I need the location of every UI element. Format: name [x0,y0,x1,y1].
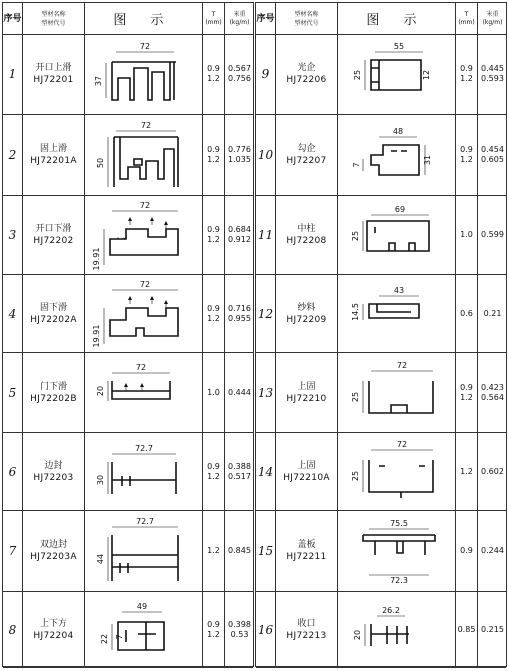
profile-row [256,34,506,115]
thickness-2: 1.2 [207,235,220,244]
row-number: 16 [256,592,276,667]
header-name-code: 型材名称 型材代号 [276,3,338,34]
profile-name: 勾企 [297,144,316,154]
dimension-label: 31 [422,154,432,166]
profile-name: 固下滑 [39,302,67,313]
thickness-2: 1.2 [207,155,220,164]
row-number: 1 [3,34,23,114]
profile-drawing [339,357,455,429]
weight-1: 0.716 [228,303,251,313]
dimension-label: 55 [393,42,404,51]
dimension-label: 30 [95,474,105,485]
thickness [456,353,478,432]
row-number: 10 [256,115,276,195]
weight-1: 0.845 [228,546,251,555]
thickness [456,275,478,352]
weight-2: 0.756 [228,74,251,83]
row-number: 2 [3,115,23,195]
weight [478,353,507,432]
thickness-2: 1.2 [207,471,220,481]
profile-code: HJ72202B [30,393,77,404]
row-number: 11 [256,196,276,274]
profile-code: HJ72202A [30,314,77,325]
profile-name: 光企 [297,63,316,73]
dimension-label: 26.2 [381,605,400,615]
dimension-label: 14.5 [350,302,360,321]
weight [478,196,507,274]
thickness [203,115,225,195]
dimension-label: 72 [140,121,151,130]
dimension-label: 72.7 [134,443,153,453]
profile-code: HJ72208 [286,236,327,246]
weight [225,34,254,114]
header-weight: 米重 (kg/m) [229,10,250,26]
weight-1: 0.454 [481,145,504,154]
thickness-1: 0.9 [460,382,473,392]
thickness [203,34,225,114]
header-no: 序号 [3,3,23,34]
profile-figure [338,275,456,352]
profile-code: HJ72209 [286,314,327,325]
weight [478,115,507,195]
weight-1: 0.244 [481,546,504,555]
profile-name: 纱料 [297,302,316,313]
weight-1: 0.21 [483,308,502,318]
profile-name: 上下方 [39,618,67,629]
dimension-label: 25 [350,470,360,481]
row-number: 13 [256,353,276,432]
profile-row [3,115,253,196]
weight [478,511,507,591]
profile-name: 上固 [297,460,316,471]
profile-spec-sheet [2,2,507,667]
profile-figure [338,592,456,667]
header-figure: 图 示 [85,3,203,34]
profile-name-code [276,433,338,510]
header-name-code: 型材名称 型材代号 [23,3,85,34]
thickness-1: 0.9 [207,64,220,73]
header-thickness: T (mm) [203,3,225,34]
header-figure: 图 示 [338,3,456,34]
weight-1: 0.398 [228,619,251,629]
header-thickness: T (mm) [456,3,478,34]
profile-figure [338,353,456,432]
weight-1: 0.215 [481,624,504,634]
thickness-1: 0.9 [460,145,473,154]
profile-drawing [86,357,202,429]
weight [225,115,254,195]
dimension-label: 72 [396,360,407,370]
dimension-label: 69 [394,205,405,214]
profile-name-code [23,115,85,195]
dimension-label: 44 [95,553,105,565]
profile-figure [85,592,203,667]
weight [225,353,254,432]
profile-drawing [86,594,202,666]
thickness [203,511,225,591]
profile-row [256,196,506,275]
row-number: 8 [3,592,23,667]
dimension-label: 72 [139,42,150,51]
thickness [203,592,225,667]
weight-1: 0.423 [481,382,504,392]
profile-name-code [276,196,338,274]
dimension-label: 22 [99,633,109,644]
profile-code: HJ72210 [286,393,327,404]
weight-2: 0.955 [228,313,251,323]
thickness-1: 0.9 [460,546,473,555]
dimension-label: 12 [421,69,431,81]
profile-drawing [86,278,202,350]
thickness-2: 1.2 [460,392,473,402]
dimension-label: 72 [139,201,150,210]
profile-name-code [23,433,85,510]
thickness-1: 0.6 [460,308,473,318]
profile-drawing [339,38,455,110]
thickness [456,34,478,114]
profile-name-code [276,592,338,667]
profile-row [3,433,253,511]
profile-drawing [86,119,202,191]
profile-row [3,196,253,275]
profile-row [3,275,253,353]
thickness [456,592,478,667]
profile-figure [85,433,203,510]
weight-2: 0.53 [230,629,249,639]
profile-name-code [23,275,85,352]
profile-row [256,592,506,668]
profile-drawing [86,38,202,110]
profile-figure [85,275,203,352]
dimension-label: 37 [93,75,103,87]
profile-code: HJ72203A [30,552,77,562]
profile-row [3,511,253,592]
thickness-1: 0.9 [207,303,220,313]
profile-code: HJ72210A [283,472,330,483]
dimension-label: 72.3 [389,576,408,585]
profile-code: HJ72201 [33,75,74,85]
profile-name-code [276,275,338,352]
weight-2: 0.605 [481,155,504,164]
dimension-label: 75.5 [389,519,408,528]
row-number: 15 [256,511,276,591]
profile-name-code [276,353,338,432]
profile-drawing [339,278,455,350]
profile-row [3,592,253,668]
header-weight: 米重 (kg/m) [482,10,503,26]
profile-figure [85,196,203,274]
profile-drawing [339,199,455,271]
profile-code: HJ72213 [286,630,327,641]
dimension-label: 72 [139,279,150,289]
profile-name: 边封 [44,460,63,471]
thickness-2: 1.2 [460,155,473,164]
weight-1: 0.567 [228,64,251,73]
profile-code: HJ72206 [286,75,327,85]
profile-figure [338,433,456,510]
dimension-label: 19.91 [91,324,101,347]
profile-name: 盖板 [297,540,316,550]
thickness-1: 1.2 [207,546,220,555]
profile-figure [85,511,203,591]
row-number: 4 [3,275,23,352]
weight [225,592,254,667]
weight-2: 1.035 [228,155,251,164]
profile-figure [85,353,203,432]
row-number: 9 [256,34,276,114]
dimension-label: 72.7 [135,517,154,526]
thickness-1: 0.9 [207,461,220,471]
profile-code: HJ72203 [33,472,74,483]
thickness-2: 1.2 [207,74,220,83]
dimension-label: 43 [393,285,404,295]
profile-name-code [23,592,85,667]
profile-name-code [276,115,338,195]
thickness [203,353,225,432]
profile-name: 上固 [297,381,316,392]
profile-drawing [339,119,455,191]
profile-drawing [339,515,455,587]
thickness [456,511,478,591]
profile-figure [338,511,456,591]
profile-name: 收口 [297,618,316,629]
profile-code: HJ72202 [33,236,74,246]
profile-name-code [276,511,338,591]
dimension-label: 49 [136,601,147,611]
profile-name-code [23,34,85,114]
profile-row [256,353,506,433]
dimension-label: 72 [396,439,407,449]
profile-name: 开口上滑 [35,63,72,73]
weight [478,275,507,352]
profile-figure [338,34,456,114]
weight-1: 0.445 [481,64,504,73]
thickness-1: 0.85 [457,624,476,634]
weight [478,433,507,510]
header-no: 序号 [256,3,276,34]
table-header [256,3,506,35]
weight-1: 0.684 [228,225,251,234]
thickness-1: 0.9 [207,619,220,629]
weight [478,34,507,114]
weight [225,511,254,591]
row-number: 3 [3,196,23,274]
profile-row [3,34,253,115]
dimension-label: 20 [352,629,362,640]
row-number: 5 [3,353,23,432]
thickness-1: 1.0 [460,230,473,239]
table-header [3,3,253,35]
dimension-label: 48 [392,127,403,136]
thickness-2: 1.2 [460,74,473,83]
profile-name: 固上滑 [39,144,67,154]
profile-figure [338,115,456,195]
profile-drawing [339,594,455,666]
dimension-label: 7 [114,633,124,640]
weight-1: 0.776 [228,145,251,154]
thickness [203,275,225,352]
weight [225,275,254,352]
profile-figure [338,196,456,274]
dimension-label: 25 [352,69,362,81]
profile-name-code [23,511,85,591]
profile-figure [85,34,203,114]
thickness [456,433,478,510]
row-number: 6 [3,433,23,510]
weight-1: 0.388 [228,461,251,471]
thickness [203,196,225,274]
row-number: 14 [256,433,276,510]
thickness-1: 1.0 [207,387,220,397]
profile-name: 中柱 [297,224,316,234]
thickness-1: 0.9 [207,225,220,234]
profile-figure [85,115,203,195]
profile-drawing [86,436,202,508]
profile-name-code [276,34,338,114]
profile-drawing [339,436,455,508]
profile-row [256,433,506,511]
dimension-label: 7 [351,162,361,168]
weight-1: 0.444 [228,387,251,397]
weight-1: 0.602 [481,466,504,476]
dimension-label: 72 [135,362,146,372]
thickness-2: 1.2 [207,313,220,323]
row-number: 7 [3,511,23,591]
profile-code: HJ72201A [30,156,77,166]
profile-row [256,115,506,196]
svg-text:ˇ ˇ: ˇ ˇ [115,237,127,246]
weight-2: 0.564 [481,392,504,402]
profile-row [3,353,253,433]
profile-name-code [23,196,85,274]
dimension-label: 20 [95,385,105,396]
row-number: 12 [256,275,276,352]
thickness [456,196,478,274]
thickness-1: 0.9 [460,64,473,73]
profile-code: HJ72211 [286,552,327,562]
right-table [255,2,507,667]
thickness [203,433,225,510]
weight-1: 0.599 [481,230,504,239]
weight [225,196,254,274]
profile-row [256,275,506,353]
weight [225,433,254,510]
dimension-label: 19.91 [91,247,101,271]
thickness [456,115,478,195]
dimension-label: 50 [95,157,105,169]
profile-code: HJ72207 [286,156,327,166]
profile-drawing [86,515,202,587]
dimension-label: 25 [350,230,360,242]
weight-2: 0.517 [228,471,251,481]
profile-row [256,511,506,592]
profile-name: 双边封 [39,540,67,550]
dimension-label: 25 [350,391,360,402]
weight-2: 0.593 [481,74,504,83]
profile-name: 门下滑 [39,381,67,392]
left-table [2,2,254,667]
thickness-1: 1.2 [460,466,473,476]
weight-2: 0.912 [228,235,251,244]
profile-code: HJ72204 [33,630,74,641]
profile-name-code [23,353,85,432]
thickness-1: 0.9 [207,145,220,154]
profile-name: 开口下滑 [35,224,72,234]
profile-drawing [86,199,202,271]
thickness-2: 1.2 [207,629,220,639]
weight [478,592,507,667]
